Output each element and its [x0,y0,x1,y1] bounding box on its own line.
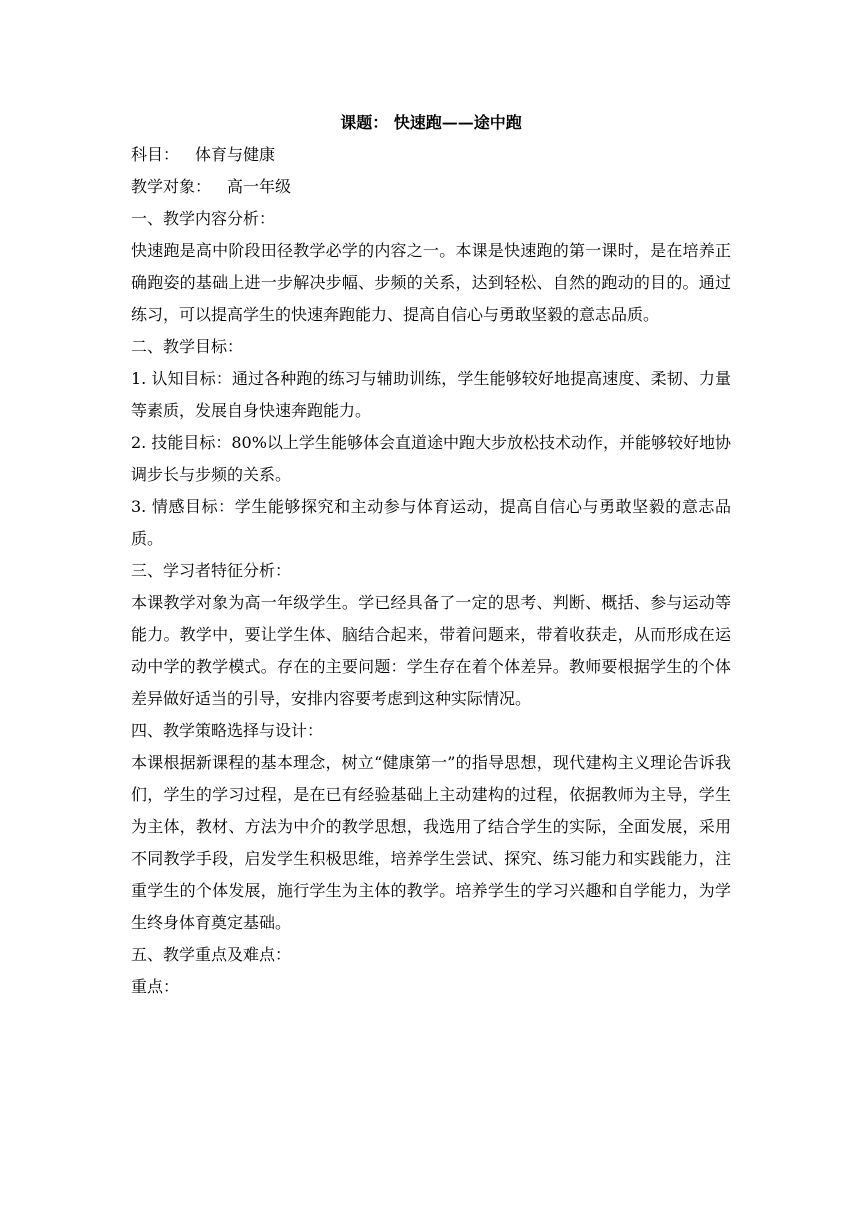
subject-value: 体育与健康 [195,145,276,164]
section-heading: 二、教学目标： [131,337,244,356]
section-paragraph: 本课教学对象为高一年级学生。学已经具备了一定的思考、判断、概括、参与运动等能力。教学中，要让学生体、脑结合起来，带着问题来，带着收获走，从而形成在运动中学的教学模式。存在的主要问题：学生存在着个体差异。教师要根据学生的个体差异做好适当的引导，安排内容要考虑到这种实际情况。 [131,593,731,708]
audience-label: 教学对象： [131,177,212,196]
section-heading: 三、学习者特征分析： [131,561,292,580]
section-paragraph: 快速跑是高中阶段田径教学必学的内容之一。本课是快速跑的第一课时，是在培养正确跑姿的基础上进一步解决步幅、步频的关系，达到轻松、自然的跑动的目的。通过练习，可以提高学生的快速奔跑能力、提高自信心与勇敢坚毅的意志品质。 [131,241,731,324]
section-heading: 一、教学内容分析： [131,209,276,228]
objective-item: 1. 认知目标：通过各种跑的练习与辅助训练，学生能够较好地提高速度、柔韧、力量等素质，发展自身快速奔跑能力。 [131,369,731,420]
subject-label: 科目： [131,145,180,164]
section-heading: 五、教学重点及难点： [131,945,292,964]
section-heading: 四、教学策略选择与设计： [131,721,324,740]
key-points-label: 重点： [131,977,180,996]
document-body [131,107,731,1003]
audience-value: 高一年级 [227,177,292,196]
objective-item: 2. 技能目标：80%以上学生能够体会直道途中跑大步放松技术动作，并能够较好地协调步长与步频的关系。 [131,433,731,484]
section-paragraph: 本课根据新课程的基本理念，树立“健康第一”的指导思想，现代建构主义理论告诉我们，学生的学习过程，是在已有经验基础上主动建构的过程，依据教师为主导，学生为主体，教材、方法为中介的教学思想，我选用了结合学生的实际，全面发展，采用不同教学手段，启发学生积极思维，培养学生尝试、探究、练习能力和实践能力，注重学生的个体发展，施行学生为主体的教学。培养学生的学习兴趣和自学能力，为学生终身体育奠定基础。 [131,753,731,932]
objective-item: 3. 情感目标：学生能够探究和主动参与体育运动，提高自信心与勇敢坚毅的意志品质。 [131,497,731,548]
subject-line [131,139,731,171]
lesson-title: 课题： 快速跑——途中跑 [340,113,522,132]
audience-line [131,171,731,203]
